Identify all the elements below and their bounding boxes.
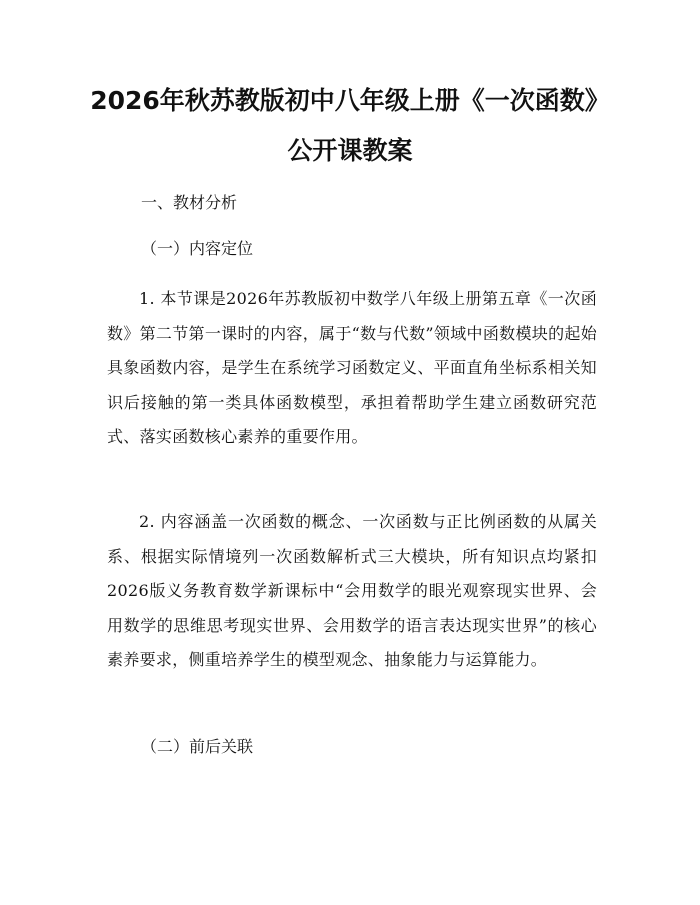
subsection-heading-connections: （二）前后关联: [141, 737, 254, 756]
section-heading-textbook-analysis: 一、教材分析: [141, 193, 238, 212]
document-title: 2026年秋苏教版初中八年级上册《一次函数》公开课教案: [90, 86, 610, 165]
paragraph-content-positioning-2: 2. 内容涵盖一次函数的概念、一次函数与正比例函数的从属关系、根据实际情境列一次函数解析式三大模块，所有知识点均紧扣2026版义务教育数学新课标中“会用数学的眼光观察现实世界、会用数学的思维思考现实世界、会用数学的语言表达现实世界”的核心素养要求，侧重培养学生的模型观念、抽象能力与运算能力。: [107, 512, 597, 669]
subsection-heading-content-positioning: （一）内容定位: [141, 239, 254, 258]
paragraph-content-positioning-1: 1. 本节课是2026年苏教版初中数学八年级上册第五章《一次函数》第二节第一课时的内容，属于“数与代数”领域中函数模块的起始具象函数内容，是学生在系统学习函数定义、平面直角坐标系相关知识后接触的第一类具体函数模型，承担着帮助学生建立函数研究范式、落实函数核心素养的重要作用。: [107, 289, 597, 446]
